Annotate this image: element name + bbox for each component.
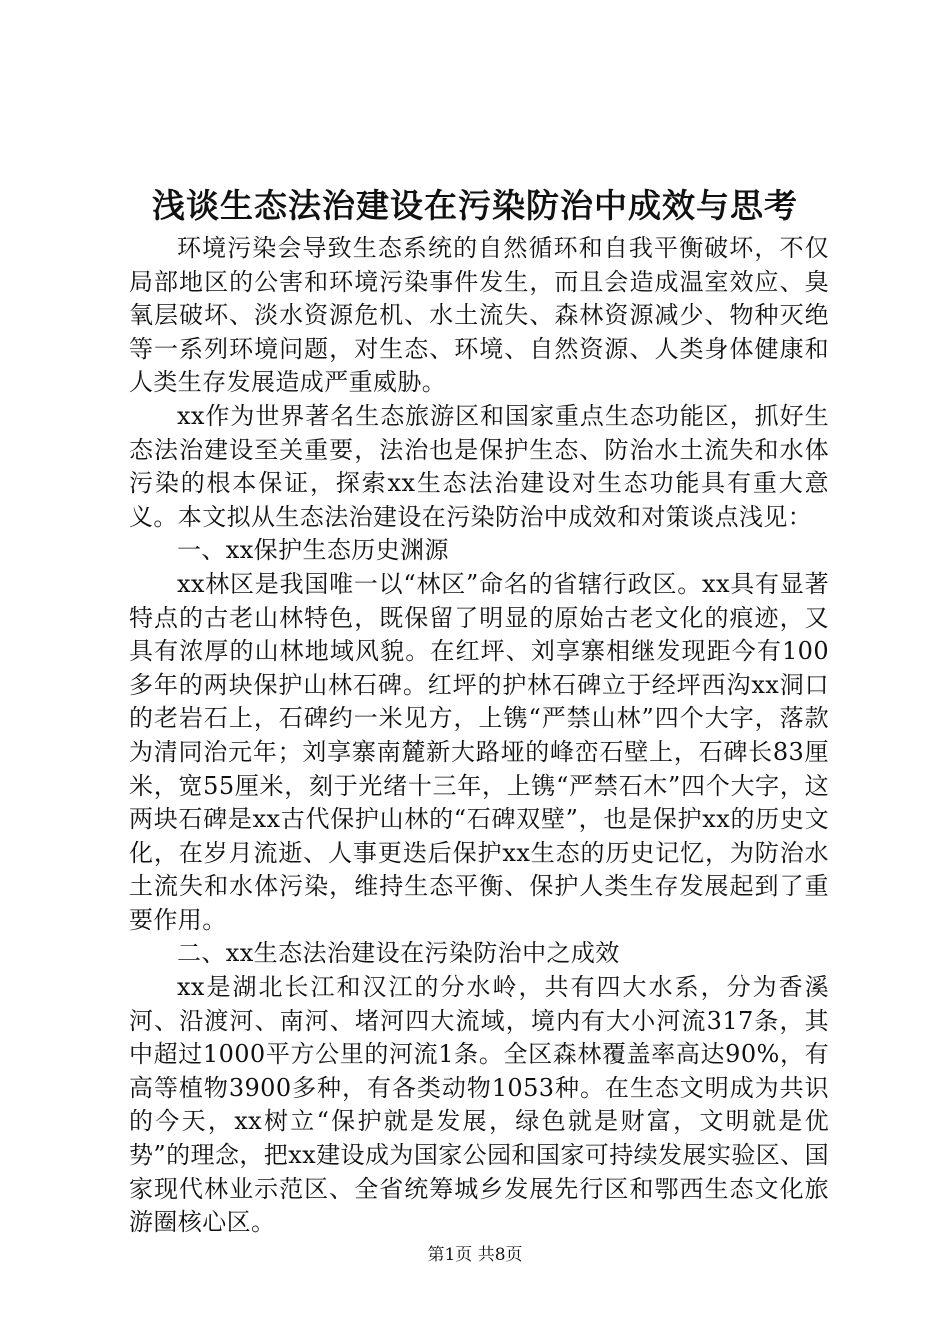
section-heading-1: 一、xx保护生态历史渊源	[177, 536, 449, 565]
paragraph-history: xx林区是我国唯一以“林区”命名的省辖行政区。xx具有显著特点的古老山林特色，既保留了明显的原始古老文化的痕迹，又具有浓厚的山林地域风貌。在红坪、刘享寨相继发现距今有100多年的两块保护山林石碑。红坪的护林石碑立于经坪西沟xx洞口的老岩石上，石碑约一米见方，上镌“严禁山林”四个大字，落款为清同治元年；刘享寨南麓新大路垭的峰峦石壁上，石碑长83厘米，宽55厘米，刻于光绪十三年，上镌“严禁石木”四个大字，这两块石碑是xx古代保护山林的“石碑双壁”，也是保护xx的历史文化，在岁月流逝、人事更迭后保护xx生态的历史记忆，为防治水土流失和水体污染，维持生态平衡、保护人类生存发展起到了重要作用。	[129, 569, 829, 934]
paragraph-results: xx是湖北长江和汉江的分水岭，共有四大水系，分为香溪河、沿渡河、南河、堵河四大流域，境内有大小河流317条，其中超过1000平方公里的河流1条。全区森林覆盖率高达90%，有高等植物3900多种，有各类动物1053种。在生态文明成为共识的今天，xx树立“保护就是发展，绿色就是财富，文明就是优势”的理念，把xx建设成为国家公园和国家可持续发展实验区、国家现代林业示范区、全省统筹城乡发展先行区和鄂西生态文化旅游圈核心区。	[129, 973, 829, 1237]
document-title: 浅谈生态法治建设在污染防治中成效与思考	[152, 186, 798, 225]
document-body	[129, 232, 829, 1240]
paragraph-purpose: xx作为世界著名生态旅游区和国家重点生态功能区，抓好生态法治建设至关重要，法治也是保护生态、防治水土流失和水体污染的根本保证，探索xx生态法治建设对生态功能具有重大意义。本文拟从生态法治建设在污染防治中成效和对策谈点浅见：	[129, 401, 829, 531]
paragraph-intro: 环境污染会导致生态系统的自然循环和自我平衡破坏，不仅局部地区的公害和环境污染事件发生，而且会造成温室效应、臭氧层破坏、淡水资源危机、水土流失、森林资源减少、物种灭绝等一系列环境问题，对生态、环境、自然资源、人类身体健康和人类生存发展造成严重威胁。	[129, 234, 829, 397]
section-heading-2: 二、xx生态法治建设在污染防治中之成效	[177, 939, 620, 968]
page-footer: 第1页 共8页	[427, 1245, 523, 1265]
